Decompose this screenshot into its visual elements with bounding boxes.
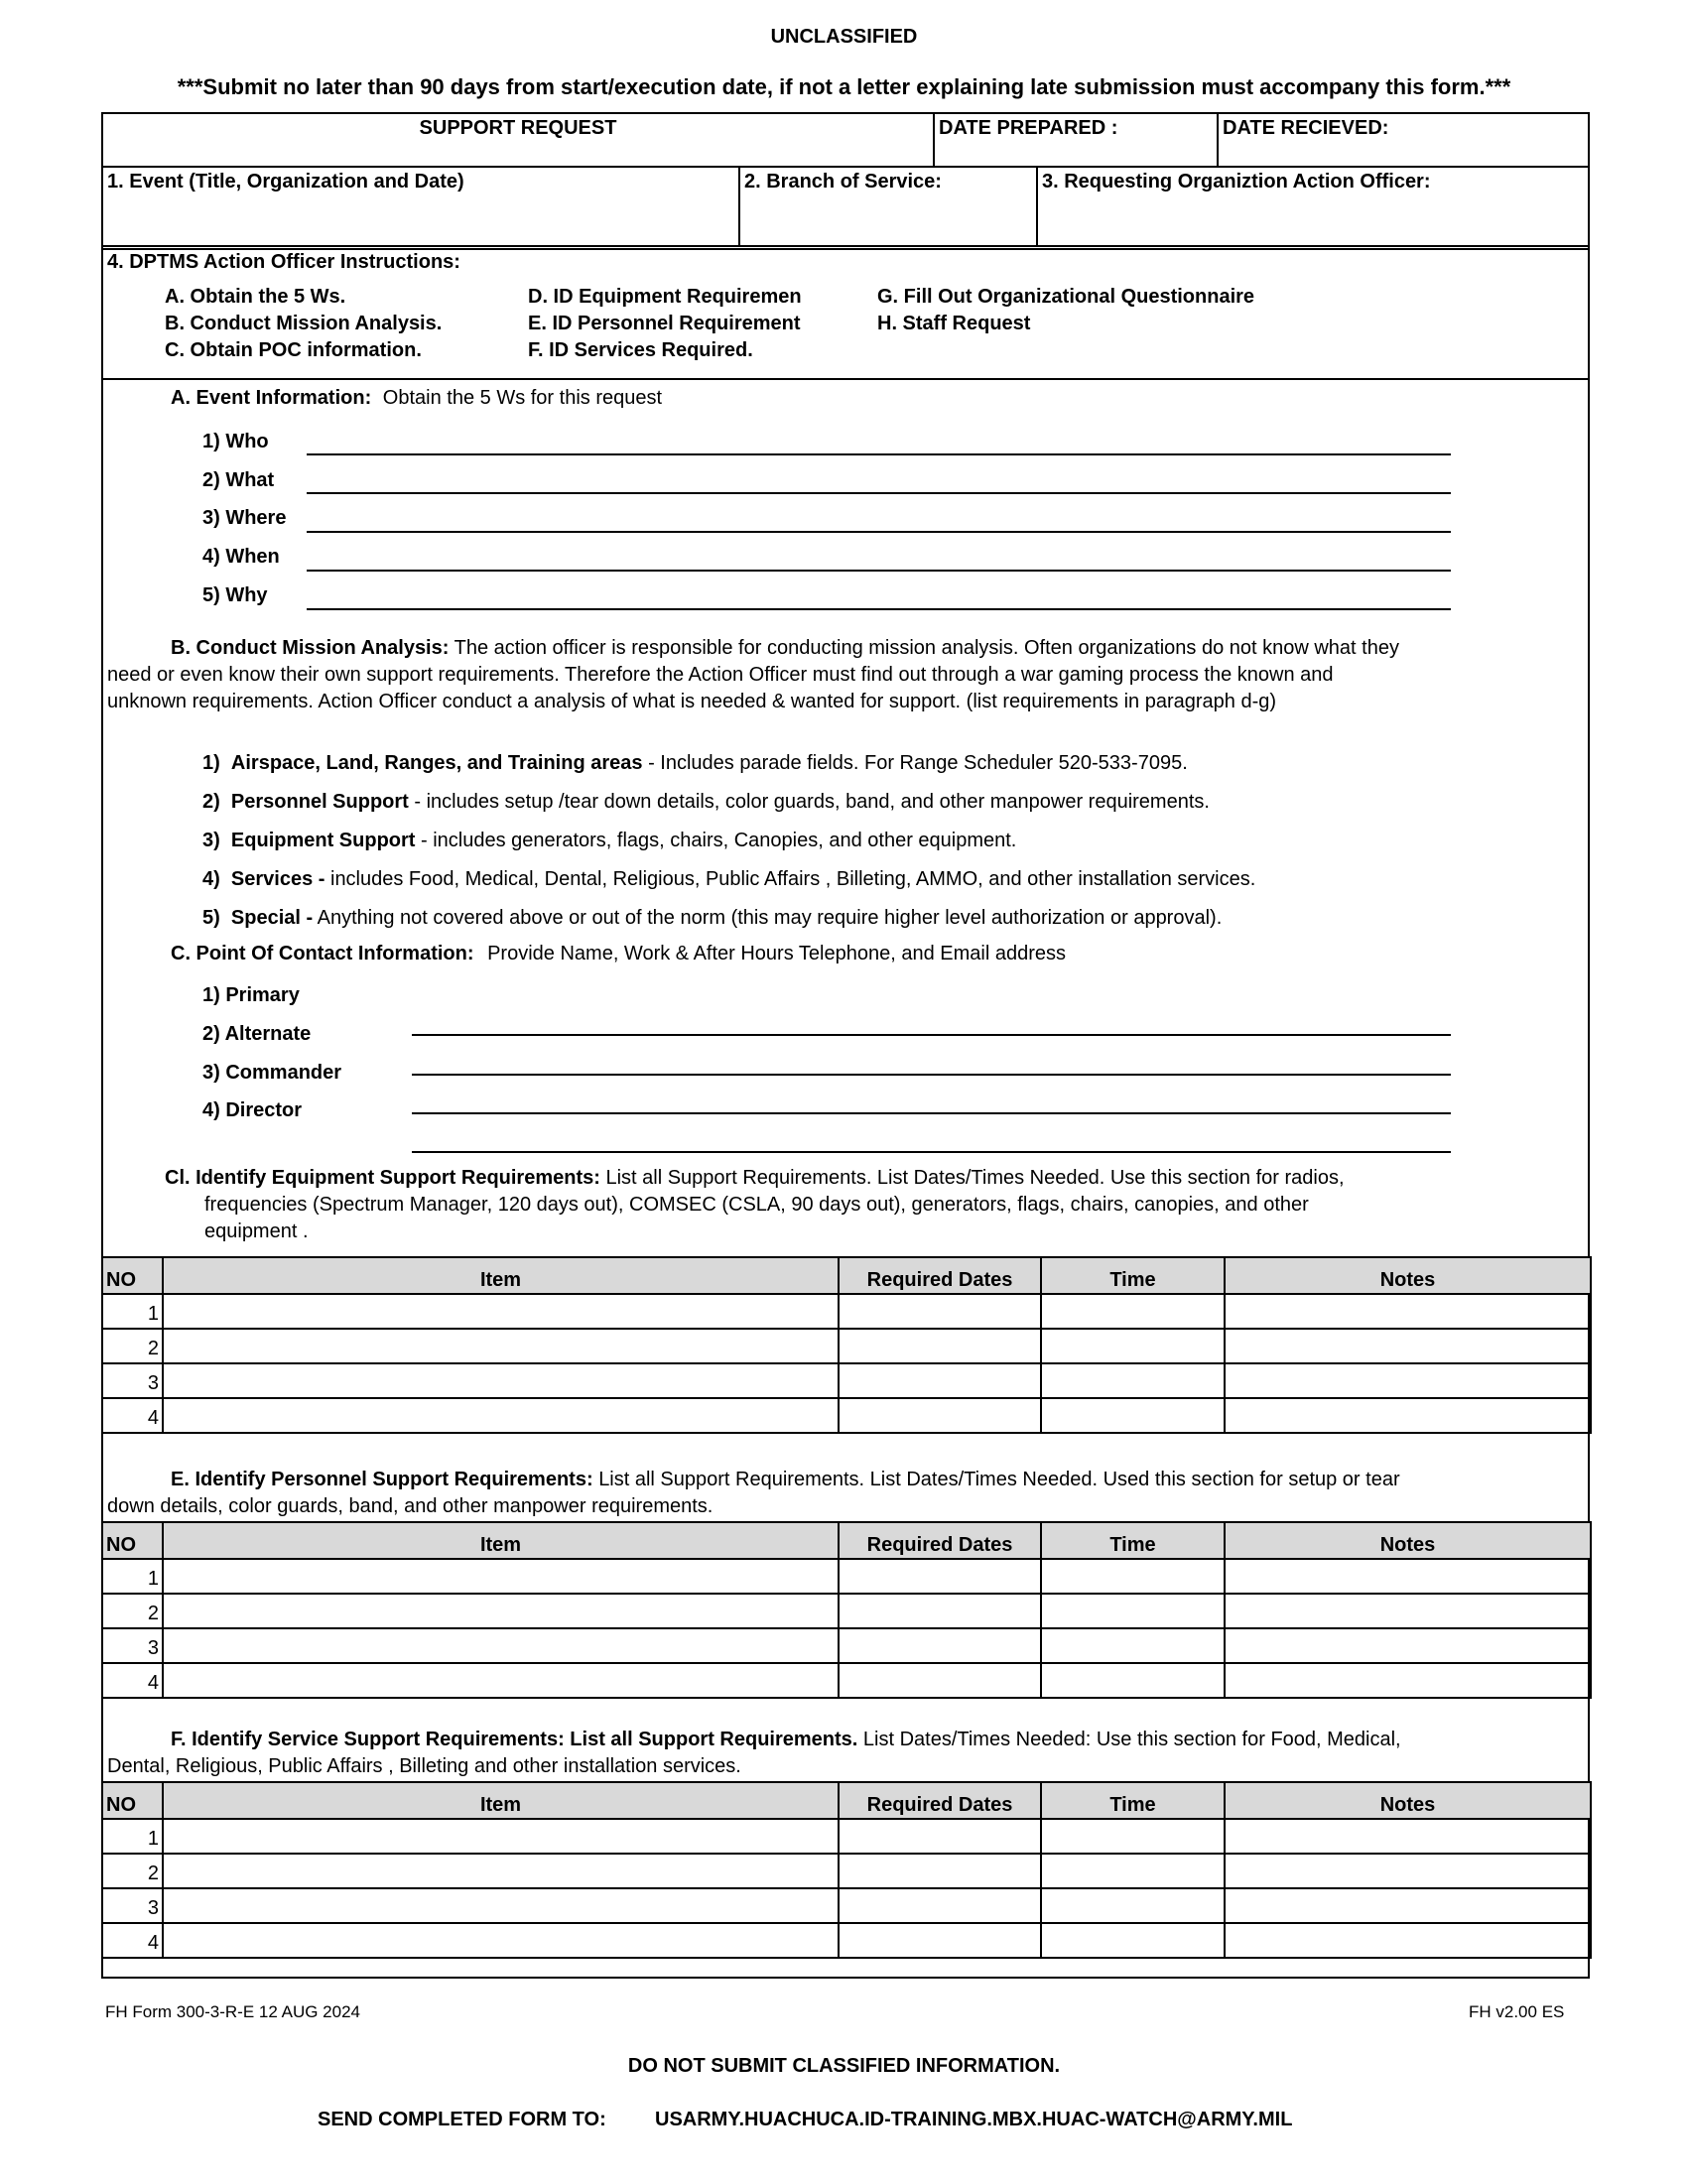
what-label: 2) What (202, 469, 275, 491)
table-row (102, 1854, 1591, 1888)
instruction-c: C. Obtain POC information. (165, 339, 422, 361)
section-d-paragraph (165, 1165, 1584, 1245)
section-b-text-2: need or even know their own support requirements. Therefore the Action Officer must find out through a war gaming process the known and (107, 664, 1334, 686)
section-f-text-2: Dental, Religious, Public Affairs , Billeting and other installation services. (107, 1755, 741, 1777)
notes-cell[interactable] (1225, 1663, 1591, 1698)
date-received-label: DATE RECIEVED: (1223, 117, 1389, 139)
dates-cell[interactable] (839, 1559, 1041, 1594)
section-b-item-1: 1) Airspace, Land, Ranges, and Training areas - Includes parade fields. For Range Scheduler 520-533-7095. (202, 752, 1188, 774)
table-row (102, 1923, 1591, 1958)
time-cell[interactable] (1041, 1559, 1225, 1594)
notes-cell[interactable] (1225, 1398, 1591, 1433)
time-cell[interactable] (1041, 1923, 1225, 1958)
notes-cell[interactable] (1225, 1888, 1591, 1923)
row-number: 4 (102, 1398, 163, 1433)
section-d-label: Cl. Identify Equipment Support Requirements: (165, 1167, 600, 1189)
row-number: 1 (102, 1559, 163, 1594)
notes-cell[interactable] (1225, 1559, 1591, 1594)
section-b-item-2: 2) Personnel Support - includes setup /tear down details, color guards, band, and other manpower requirements. (202, 791, 1210, 813)
section-f-label: F. Identify Service Support Requirements: List all Support Requirements. (171, 1729, 858, 1750)
col-time: Time (1041, 1522, 1225, 1559)
table-row (102, 1294, 1591, 1329)
section-c-text: Provide Name, Work & After Hours Telephone, and Email address (487, 943, 1066, 964)
table-header (102, 1782, 1591, 1819)
dates-cell[interactable] (839, 1663, 1041, 1698)
equipment-table (101, 1256, 1592, 1434)
row-number: 2 (102, 1329, 163, 1363)
branch-label: 2. Branch of Service: (744, 171, 942, 193)
dates-cell[interactable] (839, 1363, 1041, 1398)
why-label: 5) Why (202, 584, 268, 606)
time-cell[interactable] (1041, 1663, 1225, 1698)
instruction-a: A. Obtain the 5 Ws. (165, 286, 346, 308)
col-item: Item (163, 1522, 839, 1559)
section-e-text-1: List all Support Requirements. List Dates/Times Needed. Used this section for setup or tear (598, 1469, 1400, 1490)
section-b-label: B. Conduct Mission Analysis: (171, 637, 450, 659)
section-b-text-1: The action officer is responsible for conducting mission analysis. Often organizations do not know what they (454, 637, 1399, 659)
col-no: NO (102, 1782, 163, 1819)
instructions-col2 (528, 284, 802, 364)
alternate-field[interactable] (412, 1074, 1451, 1076)
col-no: NO (102, 1522, 163, 1559)
section-f-paragraph (107, 1727, 1586, 1780)
instruction-b: B. Conduct Mission Analysis. (165, 313, 443, 334)
section-b-item-3: 3) Equipment Support - includes generators, flags, chairs, Canopies, and other equipment. (202, 830, 1017, 851)
classification-banner: UNCLASSIFIED (770, 26, 918, 48)
classified-warning: DO NOT SUBMIT CLASSIFIED INFORMATION. (627, 2055, 1061, 2077)
item-cell[interactable] (163, 1559, 839, 1594)
dates-cell[interactable] (839, 1854, 1041, 1888)
date-prepared-label: DATE PREPARED : (939, 117, 1118, 139)
form-title: SUPPORT REQUEST (419, 117, 617, 139)
time-cell[interactable] (1041, 1819, 1225, 1854)
table-row (102, 1888, 1591, 1923)
row-number: 3 (102, 1363, 163, 1398)
event-label: 1. Event (Title, Organization and Date) (107, 171, 464, 193)
dates-cell[interactable] (839, 1294, 1041, 1329)
section-d-text-1: List all Support Requirements. List Dates/Times Needed. Use this section for radios, (605, 1167, 1345, 1189)
col-required-dates: Required Dates (839, 1522, 1041, 1559)
section-a-heading (171, 387, 662, 410)
section-b-text-3: unknown requirements. Action Officer conduct a analysis of what is needed & wanted for support. (list requirements in paragraph d-g) (107, 691, 1277, 712)
instructions-title: 4. DPTMS Action Officer Instructions: (107, 251, 460, 273)
submission-notice: ***Submit no later than 90 days from start/execution date, if not a letter explaining late submission must accompany this form.*** (177, 74, 1511, 99)
dates-cell[interactable] (839, 1888, 1041, 1923)
row-number: 2 (102, 1854, 163, 1888)
section-b-item-5: 5) Special - Anything not covered above or out of the norm (this may require higher level authorization or approval). (202, 907, 1223, 929)
instructions-col3 (877, 284, 1254, 337)
branch-field[interactable] (742, 196, 1032, 242)
send-to-label: SEND COMPLETED FORM TO: (318, 2109, 606, 2130)
col-item: Item (163, 1782, 839, 1819)
date-received-field[interactable] (1221, 139, 1586, 165)
who-label: 1) Who (202, 431, 269, 452)
who-field[interactable] (307, 453, 1451, 455)
row-number: 4 (102, 1663, 163, 1698)
table-row (102, 1363, 1591, 1398)
row-number: 4 (102, 1923, 163, 1958)
commander-label: 3) Commander (202, 1062, 342, 1084)
item-cell[interactable] (163, 1663, 839, 1698)
item-cell[interactable] (163, 1819, 839, 1854)
row-number: 2 (102, 1594, 163, 1628)
col-required-dates: Required Dates (839, 1782, 1041, 1819)
section-c-label: C. Point Of Contact Information: (171, 943, 474, 964)
section-b-list (202, 744, 1255, 938)
primary-field[interactable] (412, 1034, 1451, 1036)
col-required-dates: Required Dates (839, 1257, 1041, 1294)
table-row (102, 1329, 1591, 1363)
time-cell[interactable] (1041, 1854, 1225, 1888)
time-cell[interactable] (1041, 1398, 1225, 1433)
notes-cell[interactable] (1225, 1819, 1591, 1854)
dates-cell[interactable] (839, 1819, 1041, 1854)
section-e-label: E. Identify Personnel Support Requirements: (171, 1469, 593, 1490)
when-label: 4) When (202, 546, 280, 568)
table-row (102, 1819, 1591, 1854)
col-no: NO (102, 1257, 163, 1294)
notes-cell[interactable] (1225, 1294, 1591, 1329)
notes-cell[interactable] (1225, 1923, 1591, 1958)
col-item: Item (163, 1257, 839, 1294)
item-cell[interactable] (163, 1398, 839, 1433)
event-field[interactable] (105, 196, 734, 242)
table-row (102, 1559, 1591, 1594)
dates-cell[interactable] (839, 1594, 1041, 1628)
item-cell[interactable] (163, 1363, 839, 1398)
dates-cell[interactable] (839, 1329, 1041, 1363)
dates-cell[interactable] (839, 1398, 1041, 1433)
item-cell[interactable] (163, 1854, 839, 1888)
instruction-d: D. ID Equipment Requiremen (528, 286, 802, 308)
notes-cell[interactable] (1225, 1363, 1591, 1398)
table-row (102, 1398, 1591, 1433)
instruction-e: E. ID Personnel Requirement (528, 313, 801, 334)
time-cell[interactable] (1041, 1294, 1225, 1329)
notes-cell[interactable] (1225, 1854, 1591, 1888)
instruction-f: F. ID Services Required. (528, 339, 753, 361)
form-id: FH Form 300-3-R-E 12 AUG 2024 (105, 2002, 360, 2021)
section-e-text-2: down details, color guards, band, and other manpower requirements. (107, 1495, 714, 1517)
col-time: Time (1041, 1782, 1225, 1819)
send-to-email[interactable]: USARMY.HUACHUCA.ID-TRAINING.MBX.HUAC-WATCH@ARMY.MIL (655, 2109, 1293, 2130)
where-label: 3) Where (202, 507, 287, 529)
section-f-text-1: List Dates/Times Needed: Use this section for Food, Medical, (862, 1729, 1401, 1750)
table-row (102, 1594, 1591, 1628)
primary-label: 1) Primary (202, 984, 300, 1006)
dates-cell[interactable] (839, 1628, 1041, 1663)
date-prepared-field[interactable] (937, 139, 1215, 165)
instructions-col1 (165, 284, 442, 364)
item-cell[interactable] (163, 1594, 839, 1628)
director-label: 4) Director (202, 1099, 303, 1121)
section-c-heading (171, 943, 1066, 965)
commander-field[interactable] (412, 1112, 1451, 1114)
item-cell[interactable] (163, 1329, 839, 1363)
where-field[interactable] (307, 531, 1451, 533)
action-officer-field[interactable] (1040, 196, 1586, 242)
section-d-text-3: equipment . (204, 1220, 309, 1242)
row-number: 3 (102, 1888, 163, 1923)
table-header (102, 1257, 1591, 1294)
notes-cell[interactable] (1225, 1329, 1591, 1363)
personnel-table (101, 1521, 1592, 1699)
section-b-paragraph (107, 635, 1586, 715)
director-field[interactable] (412, 1151, 1451, 1153)
why-field[interactable] (307, 608, 1451, 610)
section-a-label: A. Event Information: (171, 387, 372, 409)
col-notes: Notes (1225, 1522, 1591, 1559)
notes-cell[interactable] (1225, 1628, 1591, 1663)
col-notes: Notes (1225, 1782, 1591, 1819)
table-row (102, 1628, 1591, 1663)
section-b-item-4: 4) Services - includes Food, Medical, Dental, Religious, Public Affairs , Billeting, AMMO, and other installation services. (202, 868, 1256, 890)
time-cell[interactable] (1041, 1363, 1225, 1398)
time-cell[interactable] (1041, 1888, 1225, 1923)
when-field[interactable] (307, 570, 1451, 572)
time-cell[interactable] (1041, 1594, 1225, 1628)
time-cell[interactable] (1041, 1329, 1225, 1363)
alternate-label: 2) Alternate (202, 1023, 312, 1045)
time-cell[interactable] (1041, 1628, 1225, 1663)
instruction-h: H. Staff Request (877, 313, 1031, 334)
what-field[interactable] (307, 492, 1451, 494)
item-cell[interactable] (163, 1888, 839, 1923)
services-table (101, 1781, 1592, 1959)
dates-cell[interactable] (839, 1923, 1041, 1958)
col-time: Time (1041, 1257, 1225, 1294)
row-number: 3 (102, 1628, 163, 1663)
section-e-paragraph (107, 1467, 1586, 1520)
table-row (102, 1663, 1591, 1698)
form-version: FH v2.00 ES (1469, 2002, 1565, 2021)
section-d-text-2: frequencies (Spectrum Manager, 120 days out), COMSEC (CSLA, 90 days out), generators, flags, chairs, canopies, and other (204, 1194, 1309, 1216)
row-number: 1 (102, 1294, 163, 1329)
action-officer-label: 3. Requesting Organiztion Action Officer: (1042, 171, 1431, 193)
notes-cell[interactable] (1225, 1594, 1591, 1628)
item-cell[interactable] (163, 1294, 839, 1329)
col-notes: Notes (1225, 1257, 1591, 1294)
instruction-g: G. Fill Out Organizational Questionnaire (877, 286, 1255, 308)
item-cell[interactable] (163, 1923, 839, 1958)
section-a-text: Obtain the 5 Ws for this request (382, 387, 663, 409)
row-number: 1 (102, 1819, 163, 1854)
table-header (102, 1522, 1591, 1559)
item-cell[interactable] (163, 1628, 839, 1663)
